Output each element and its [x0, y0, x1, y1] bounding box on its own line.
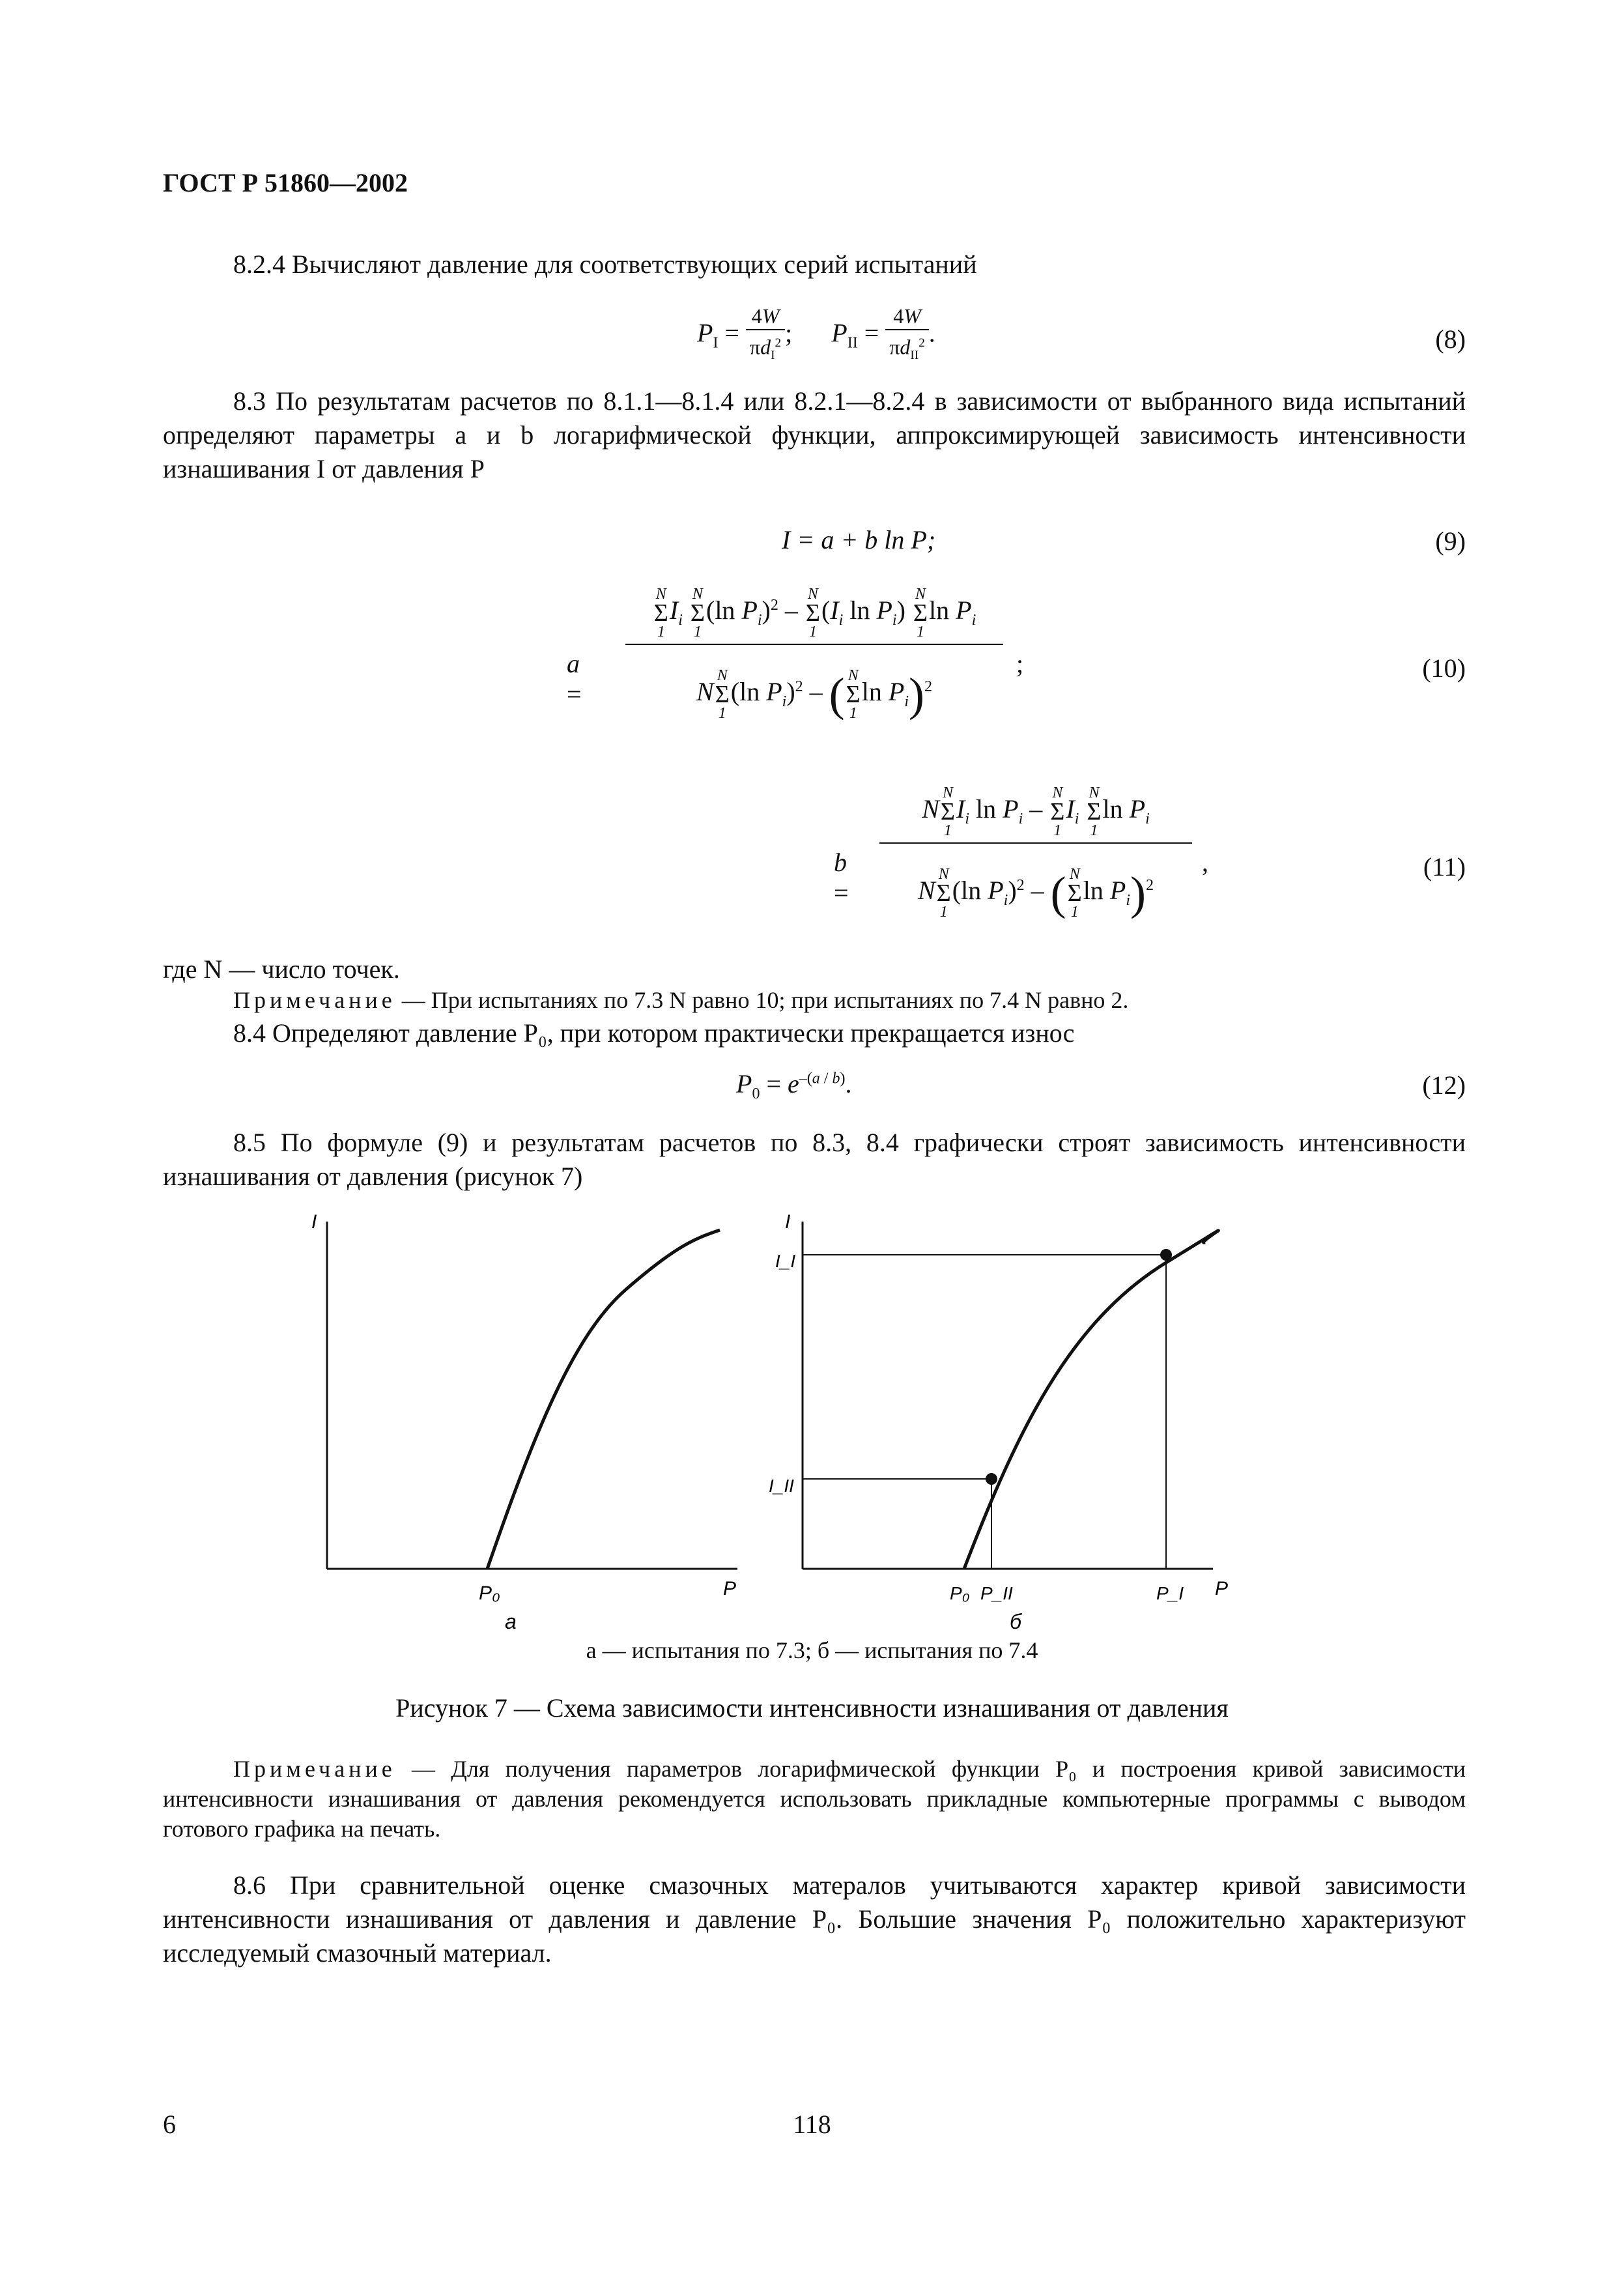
- page-number-left: 6: [163, 2110, 176, 2139]
- equation-10: a = N Σ 1 $I_i$ N Σ 1 (ln $P_i)^2$ – N Σ 1 ($I_i$ $\ln P_i$) N Σ 1 $\ln P_i$ ; N N Σ 1 (ln $P_i)^2$ – ( N Σ 1 $\ln P_i)^2$ (10): [567, 586, 1466, 722]
- figure-7-graph-b: [769, 1211, 1228, 1633]
- graph-a-curve: [487, 1230, 720, 1569]
- where-n-text: где N — число точек.: [163, 954, 400, 984]
- graph-b-i1-label: I_I: [775, 1251, 796, 1271]
- graph-b-y-label: I: [785, 1211, 791, 1233]
- page-number-center: 118: [793, 2110, 831, 2139]
- note-2-text: — Для получения параметров логарифмической функции P₀ и построения кривой зависимости интенсивности изнашивания от давления рекомендуется использовать прикладные компьютерные программы с выводом готового графика на печать.: [163, 1756, 1466, 1842]
- paragraph-8-2-4: 8.2.4 Вычисляют давление для соответствующих серий испытаний: [233, 250, 977, 279]
- note-1: [233, 985, 1471, 1015]
- equation-9-number: (9): [1435, 526, 1466, 556]
- graph-b-i2-label: I_II: [769, 1476, 794, 1496]
- graph-b-p2-label: P_II: [980, 1583, 1013, 1603]
- graph-b-p0-label: P₀: [950, 1583, 970, 1603]
- paragraph-8-3: 8.3 По результатам расчетов по 8.1.1—8.1.4 или 8.2.1—8.2.4 в зависимости от выбранного вида испытаний определяют параметры a и b логарифмической функции, аппроксимирующей зависимость интенсивности изнашивания I от давления P: [163, 386, 1466, 483]
- graph-b-curve: [964, 1231, 1218, 1569]
- equation-11-number: (11): [1423, 852, 1466, 881]
- paragraph-8-5: 8.5 По формуле (9) и результатам расчетов по 8.3, 8.4 графически строят зависимость интенсивности изнашивания от давления (рисунок 7): [163, 1128, 1466, 1191]
- paragraph-8-4: 8.4 Определяют давление P₀, при котором практически прекращается износ: [233, 1018, 1075, 1048]
- graph-a-sublabel: а: [505, 1610, 517, 1633]
- graph-b-x-label: P: [1215, 1578, 1229, 1599]
- equation-9-formula: I = a + b ln P;: [782, 525, 936, 554]
- equation-12-formula: $P_0 = e^{-(a / b)}$.: [736, 1069, 852, 1102]
- equation-8-number: (8): [1435, 324, 1466, 354]
- note-1-text: — При испытаниях по 7.3 N равно 10; при испытаниях по 7.4 N равно 2.: [395, 987, 1129, 1013]
- note-2-label: Примечание: [233, 1756, 396, 1782]
- equation-12-number: (12): [1422, 1070, 1466, 1100]
- figure-7-graph-a: [311, 1211, 737, 1633]
- note-1-label: Примечание: [233, 987, 396, 1013]
- graph-a-x-label: P: [723, 1578, 737, 1599]
- equation-10-number: (10): [1422, 653, 1466, 683]
- equation-8: [163, 296, 1466, 368]
- equation-11: b = N N Σ 1 $I_i$ $\ln P_i$ – N Σ 1 $I_i$ N Σ 1 $\ln P_i$ , N N Σ 1 (ln $P_i)^2$ – ( N Σ 1 $\ln P_i)^2$ (11): [834, 784, 1466, 921]
- paragraph-8-6: 8.6 При сравнительной оценке смазочных матералов учитываются характер кривой зависимости интенсивности изнашивания от давления и давление P₀. Большие значения P₀ положительно характеризуют исследуемый смазочный материал.: [163, 1870, 1466, 1968]
- graph-b-p1-label: P_I: [1156, 1583, 1184, 1603]
- equation-12: [163, 1068, 1466, 1121]
- graph-a-p0-label: P₀: [479, 1583, 500, 1604]
- figure-7-caption: Рисунок 7 — Схема зависимости интенсивности изнашивания от давления: [395, 1693, 1229, 1723]
- document-id: ГОСТ Р 51860—2002: [163, 168, 408, 197]
- graph-a-y-label: I: [311, 1211, 317, 1233]
- graph-b-point-2: [986, 1473, 997, 1485]
- figure-7: [0, 1186, 1624, 1681]
- equation-8-formula: $P_I$ = $\frac{4W}{\pi d_I^2}$ ; $P_{II}$ = $\frac{4W}{\pi d_{II}^2}$ .: [697, 304, 935, 363]
- note-2: [163, 1754, 1466, 1844]
- graph-b-point-1: [1160, 1249, 1172, 1261]
- equation-9: [163, 524, 1466, 577]
- graph-b-sublabel: б: [1010, 1610, 1021, 1633]
- figure-7-legend: а — испытания по 7.3; б — испытания по 7.4: [586, 1637, 1038, 1663]
